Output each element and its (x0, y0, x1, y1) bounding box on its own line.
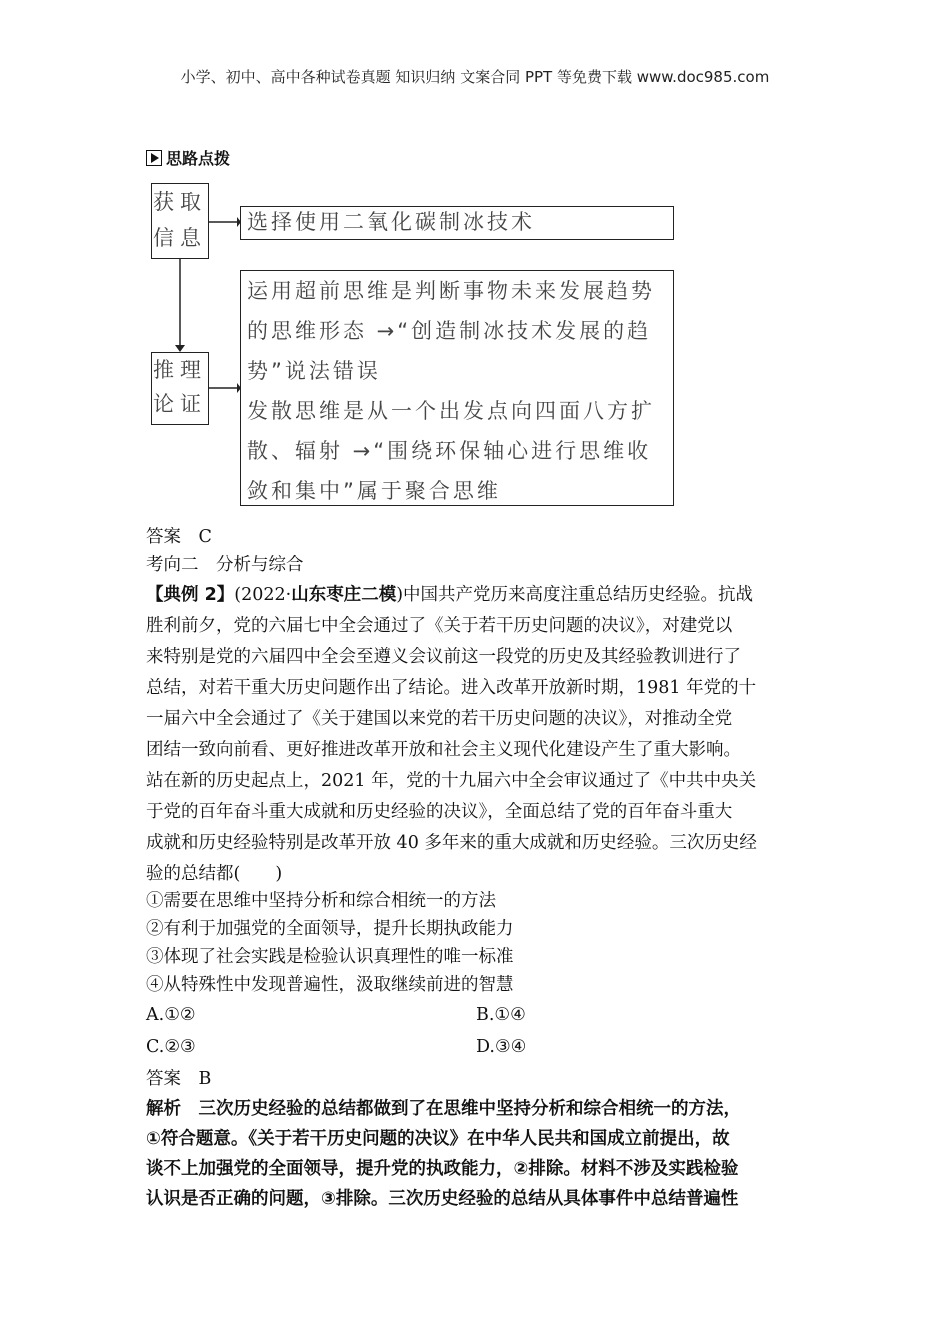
section-title (146, 146, 230, 169)
example-line: 胜利前夕，党的六届七中全会通过了《关于若干历史问题的决议》，对建党以 (146, 616, 733, 636)
reasoning-line: 势”说法错误 (247, 359, 381, 383)
choice-d: D.③④ (476, 1037, 527, 1057)
arrow-down-icon (172, 259, 188, 352)
example-line: 来特别是党的六届四中全会至遵义会议前这一段党的历史及其经验教训进行了 (146, 647, 741, 667)
box-reasoning-text (240, 270, 674, 506)
choice-b: B.①④ (476, 1005, 526, 1025)
reasoning-line: 敛和集中”属于聚合思维 (247, 479, 501, 503)
example-line: 站在新的历史起点上，2021 年，党的十九届六中全会审议通过了《中共中央关 (146, 771, 757, 791)
box-get-info (151, 183, 209, 259)
box-reasoning-line2: 论证 (153, 392, 207, 416)
example-line: 验的总结都( ) (146, 864, 283, 884)
answer-1: 答案 C (146, 527, 212, 547)
analysis-line: 认识是否正确的问题，③排除。三次历史经验的总结从具体事件中总结普遍性 (146, 1189, 739, 1209)
play-icon (146, 150, 162, 166)
arrow-right-icon (209, 380, 241, 396)
example-tag: 【典例 2】 (146, 585, 235, 605)
option-3: ③体现了社会实践是检验认识真理性的唯一标准 (146, 947, 514, 967)
reasoning-line: 发散思维是从一个出发点向四面八方扩 (247, 399, 655, 423)
page-header: 小学、初中、高中各种试卷真题 知识归纳 文案合同 PPT 等免费下载 www.doc985.com (180, 68, 770, 86)
analysis-first-line (146, 1096, 741, 1122)
choice-a: A.①② (146, 1005, 196, 1025)
example-line: 成就和历史经验特别是改革开放 40 多年来的重大成就和历史经验。三次历史经 (146, 833, 757, 853)
option-1: ①需要在思维中坚持分析和综合相统一的方法 (146, 891, 496, 911)
option-4: ④从特殊性中发现普遍性，汲取继续前进的智慧 (146, 975, 514, 995)
box-get-info-line2: 信息 (153, 226, 207, 250)
example-text: 中国共产党历来高度注重总结历史经验。抗战 (403, 585, 754, 605)
example-first-line (146, 582, 753, 608)
subtitle: 考向二 分析与综合 (146, 555, 304, 575)
example-line: 于党的百年奋斗重大成就和历史经验的决议》，全面总结了党的百年奋斗重大 (146, 802, 733, 822)
box-info-text (240, 206, 674, 240)
source-pre: (2022· (234, 585, 292, 605)
source-place: 山东枣庄二模 (291, 585, 397, 605)
reasoning-line: 散、辐射 →“围绕环保轴心进行思维收 (247, 439, 652, 463)
box-get-info-line1: 获取 (153, 190, 207, 214)
box-reasoning-line1: 推理 (153, 358, 207, 382)
reasoning-line: 的思维形态 →“创造制冰技术发展的趋 (247, 319, 652, 343)
reasoning-line: 运用超前思维是判断事物未来发展趋势 (247, 279, 655, 303)
source-post: ) (396, 585, 404, 605)
analysis-line: ①符合题意。《关于若干历史问题的决议》在中华人民共和国成立前提出，故 (146, 1129, 730, 1149)
example-line: 团结一致向前看、更好推进改革开放和社会主义现代化建设产生了重大影响。 (146, 740, 741, 760)
analysis-line: 谈不上加强党的全面领导，提升党的执政能力，②排除。材料不涉及实践检验 (146, 1159, 739, 1179)
section-title-text: 思路点拨 (166, 149, 231, 168)
example-line: 一届六中全会通过了《关于建国以来党的若干历史问题的决议》，对推动全党 (146, 709, 733, 729)
example-line: 总结，对若干重大历史问题作出了结论。进入改革开放新时期，1981 年党的十 (146, 678, 757, 698)
option-2: ②有利于加强党的全面领导，提升长期执政能力 (146, 919, 514, 939)
info-text: 选择使用二氧化碳制冰技术 (247, 210, 535, 234)
choice-c: C.②③ (146, 1037, 196, 1057)
arrow-right-icon (209, 214, 241, 230)
box-reasoning (151, 352, 209, 425)
analysis-label: 解析 (146, 1099, 181, 1119)
answer-2: 答案 B (146, 1069, 212, 1089)
analysis-text: 三次历史经验的总结都做到了在思维中坚持分析和综合相统一的方法， (181, 1099, 741, 1119)
